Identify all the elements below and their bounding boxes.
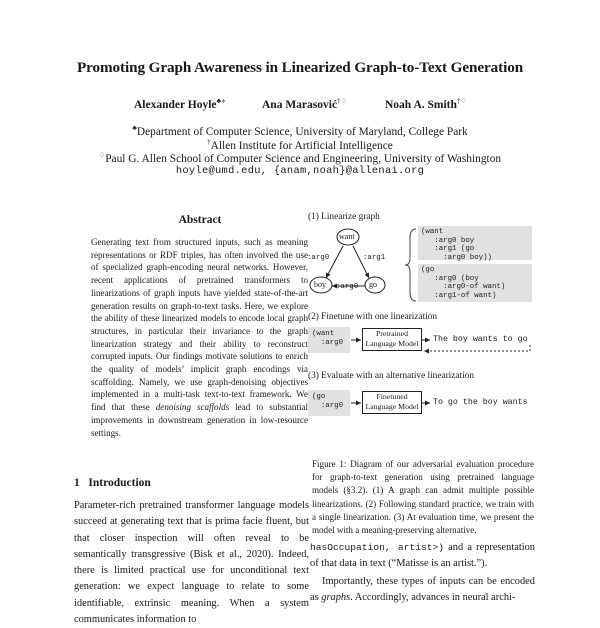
right-col-text-2a: Importantly, these types of inputs can be encoded as bbox=[310, 576, 535, 604]
abstract-heading: Abstract bbox=[178, 214, 222, 226]
affiliation-3 bbox=[0, 151, 600, 165]
figure-1-caption: Figure 1: Diagram of our adversarial evaluation procedure for graph-to-text generation using pretrained language models (§3.2). (1) A graph can admit multiple possible linearizations. (2) Following standard practice, we train with a single linearization. (3) At evaluation time, we present the model with a meaning-preserving alternative. bbox=[312, 459, 534, 536]
author-2-marks: †♢ bbox=[337, 97, 347, 105]
author-1 bbox=[134, 97, 226, 111]
node-want-label: want bbox=[339, 232, 355, 241]
edge-arg0-left: :arg0 bbox=[307, 254, 330, 262]
figure-step-3-label: (3) Evaluate with an alternative linearization bbox=[308, 371, 474, 381]
author-2-name: Ana Marasović bbox=[262, 98, 338, 111]
author-2 bbox=[262, 97, 347, 111]
edge-arg1: :arg1 bbox=[363, 254, 386, 262]
rdf-triple-code: hasOccupation, artist>) bbox=[310, 542, 444, 553]
evaluate-input: (go :arg0 bbox=[308, 390, 350, 416]
node-go-label: go bbox=[369, 280, 377, 289]
affiliation-2-mark: † bbox=[207, 138, 211, 146]
right-col-paragraph-1 bbox=[310, 540, 535, 573]
evaluate-output: To go the boy wants bbox=[433, 398, 528, 407]
author-emails[interactable]: hoyle@umd.edu, {anam,noah}@allenai.org bbox=[175, 165, 425, 177]
abstract-text-a: Generating text from structured inputs, such as meaning representations or RDF triples, has often involved the use of specialized graph-encoding neural networks. However, recent applications of pretrained transformers to linearizations of graph inputs have yielded state-of-the-art generation results on graph-to-text tasks. Here, we explore the ability of these linearized models to encode local graph structures, in particular their invariance to the graph linearization strategy and their ability to reconstruct corrupted inputs. Our findings motivate solutions to enrich the quality of models’ implicit graph encodings via scaffolding. Namely, we use graph-denoising objectives implemented in a multi-task text-to-text framework. We find that these bbox=[91, 237, 308, 413]
abstract-body bbox=[91, 236, 308, 439]
author-1-marks: ♣∗ bbox=[216, 97, 226, 105]
right-col-text-2b: . Accordingly, advances in neural archi- bbox=[350, 592, 516, 604]
paper-title: Promoting Graph Awareness in Linearized Graph-to-Text Generation bbox=[76, 59, 524, 76]
figure-step-1-label: (1) Linearize graph bbox=[308, 212, 380, 222]
brace-shape bbox=[404, 228, 418, 302]
affiliation-1-text: Department of Computer Science, University of Maryland, College Park bbox=[136, 125, 468, 138]
abstract-text-b: lead to substantial improvements in downstream generation in low-resource settings. bbox=[91, 402, 308, 438]
finetune-output: The boy wants to go bbox=[433, 335, 528, 344]
amr-graph bbox=[306, 224, 406, 304]
affiliation-1 bbox=[0, 124, 600, 138]
affiliation-2 bbox=[0, 138, 600, 152]
author-3-marks: †♢ bbox=[456, 97, 467, 105]
affiliation-3-mark: ♢ bbox=[98, 151, 106, 159]
intro-body: Parameter-rich pretrained transformer language models succeed at generating text that is prima facie fluent, but that closer inspection will often reveal to be semantically transgressive (Bisk et al., 2020). Indeed, there is limited practical use for unconditional text generation: we expect language to relate to some identifiable, extrinsic meaning. When a system communicates information to bbox=[74, 500, 309, 626]
right-col-paragraph-2 bbox=[310, 574, 535, 607]
author-3-name: Noah A. Smith bbox=[385, 98, 457, 111]
node-boy-label: boy bbox=[314, 280, 326, 289]
linearization-1: (want :arg0 boy :arg1 (go :arg0 boy)) bbox=[418, 226, 532, 260]
affiliation-1-mark: ♣ bbox=[132, 124, 137, 132]
right-col-emphasis: graphs bbox=[321, 592, 351, 604]
pretrained-lm-box: Pretrained Language Model bbox=[362, 328, 422, 351]
finetuned-lm-box: Finetuned Language Model bbox=[362, 391, 422, 414]
affiliation-2-text: Allen Institute for Artificial Intelligence bbox=[210, 139, 393, 152]
author-3 bbox=[385, 97, 467, 111]
linearization-2: (go :arg0 (boy :arg0-of want) :arg1-of want) bbox=[418, 264, 532, 302]
right-col-text-1: and a representation of that data in text (“Matisse is an artist.”). bbox=[310, 542, 535, 570]
intro-heading: 1 Introduction bbox=[74, 477, 151, 489]
author-1-name: Alexander Hoyle bbox=[134, 98, 217, 111]
figure-1 bbox=[306, 208, 538, 453]
finetune-input: (want :arg0 bbox=[308, 327, 350, 353]
figure-step-2-label: (2) Finetune with one linearization bbox=[308, 312, 438, 322]
edge-arg0-bottom: :arg0 bbox=[336, 283, 359, 291]
abstract-emphasis: denoising scaffolds bbox=[155, 402, 230, 413]
affiliation-3-text: Paul G. Allen School of Computer Science and Engineering, University of Washington bbox=[105, 152, 502, 165]
